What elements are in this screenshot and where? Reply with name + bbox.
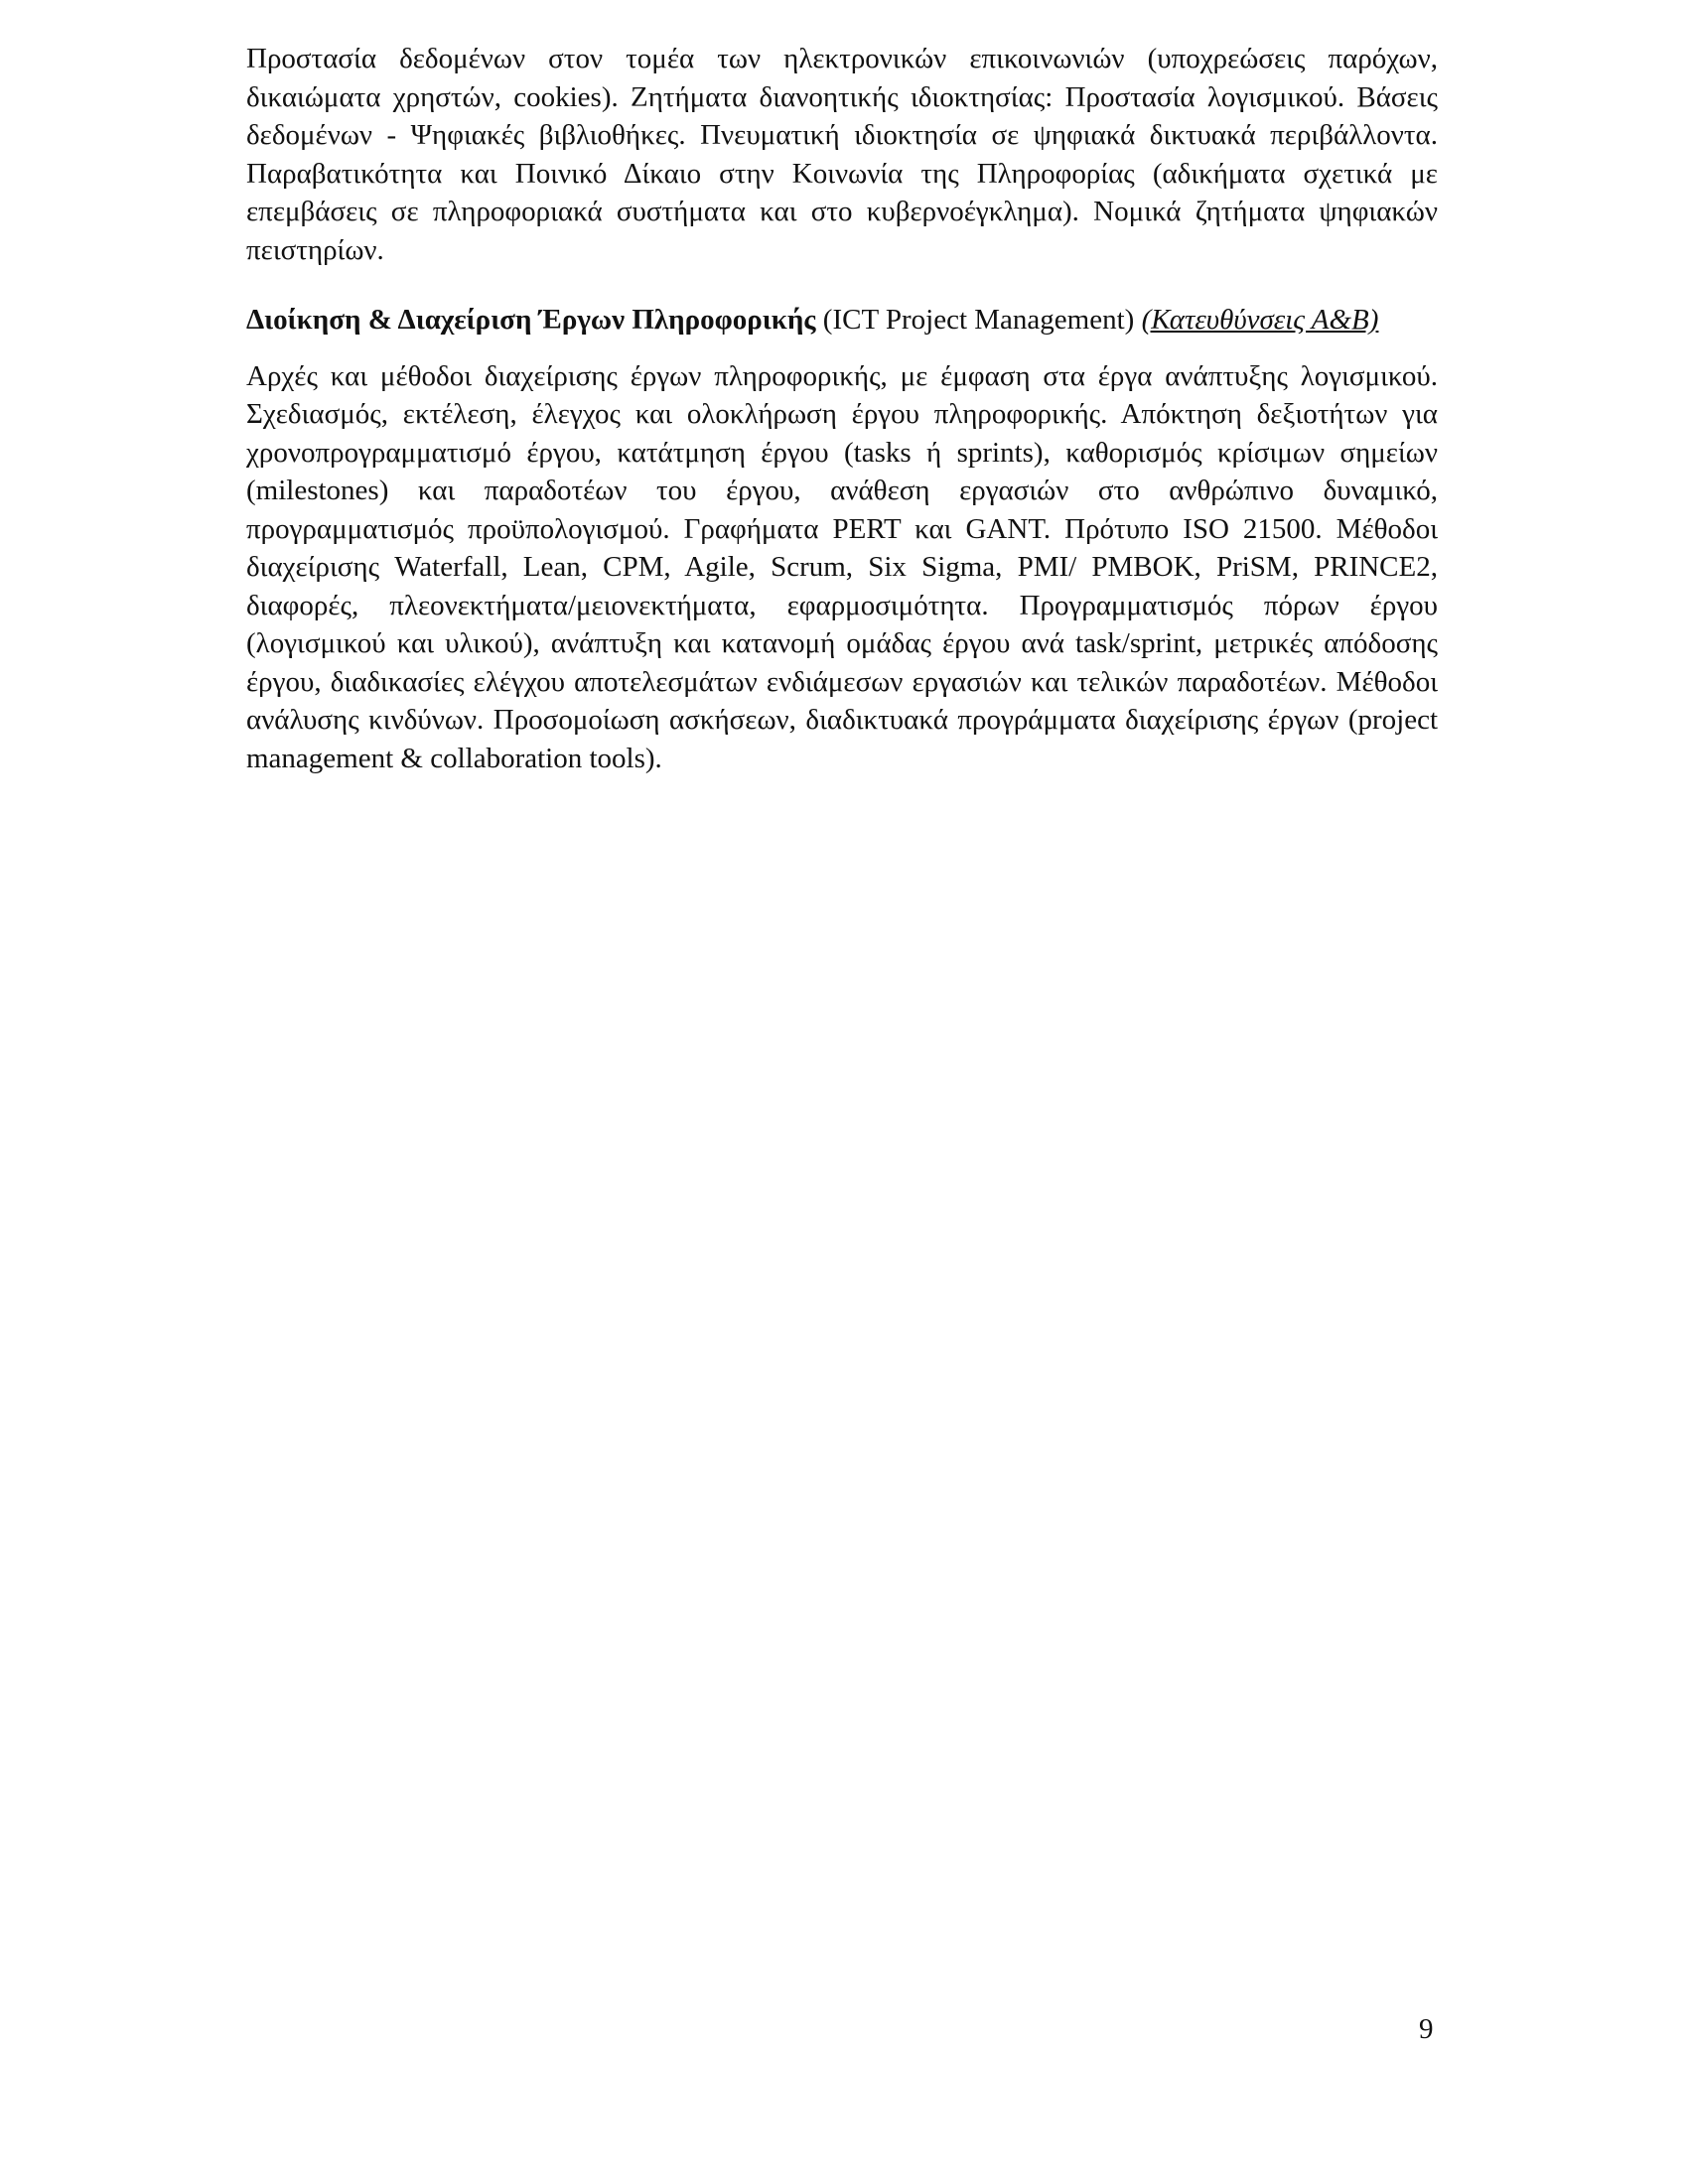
page-number: 9: [1419, 2013, 1434, 2045]
document-page: [246, 40, 1438, 777]
course-track-link[interactable]: (Κατευθύνσεις Α&Β): [1141, 304, 1379, 336]
course-description: Αρχές και μέθοδοι διαχείρισης έργων πληροφορικής, με έμφαση στα έργα ανάπτυξης λογισμικού. Σχεδιασμός, εκτέλεση, έλεγχος και ολοκλήρωση έργου πληροφορικής. Απόκτηση δεξιοτήτων για χρονοπρογραμματισμό έργου, κατάτμηση έργου (tasks ή sprints), καθορισμός κρίσιμων σημείων (milestones) και παραδοτέων του έργου, ανάθεση εργασιών στο ανθρώπινο δυναμικό, προγραμματισμός προϋπολογισμού. Γραφήματα PERT και GANT. Πρότυπο ISO 21500. Μέθοδοι διαχείρισης Waterfall, Lean, CPM, Agile, Scrum, Six Sigma, PMI/ PMBOK, PriSM, PRINCE2, διαφορές, πλεονεκτήματα/μειονεκτήματα, εφαρμοσιμότητα. Προγραμματισμός πόρων έργου (λογισμικού και υλικού), ανάπτυξη και κατανομή ομάδας έργου ανά task/sprint, μετρικές απόδοσης έργου, διαδικασίες ελέγχου αποτελεσμάτων ενδιάμεσων εργασιών και τελικών παραδοτέων. Μέθοδοι ανάλυσης κινδύνων. Προσομοίωση ασκήσεων, διαδικτυακά προγράμματα διαχείρισης έργων (project management & collaboration tools).: [246, 359, 1438, 774]
intro-paragraph: Προστασία δεδομένων στον τομέα των ηλεκτρονικών επικοινωνιών (υποχρεώσεις παρόχων, δικαιώματα χρηστών, cookies). Ζητήματα διανοητικής ιδιοκτησίας: Προστασία λογισμικού. Βάσεις δεδομένων - Ψηφιακές βιβλιοθήκες. Πνευματική ιδιοκτησία σε ψηφιακά δικτυακά περιβάλλοντα. Παραβατικότητα και Ποινικό Δίκαιο στην Κοινωνία της Πληροφορίας (αδικήματα σχετικά με επεμβάσεις σε πληροφοριακά συστήματα και στο κυβερνοέγκλημα). Νομικά ζητήματα ψηφιακών πειστηρίων.: [246, 43, 1438, 266]
course-heading: [246, 301, 1438, 340]
course-title-english: (ICT Project Management): [815, 304, 1142, 336]
course-title: Διοίκηση & Διαχείριση Έργων Πληροφορικής: [246, 304, 816, 336]
